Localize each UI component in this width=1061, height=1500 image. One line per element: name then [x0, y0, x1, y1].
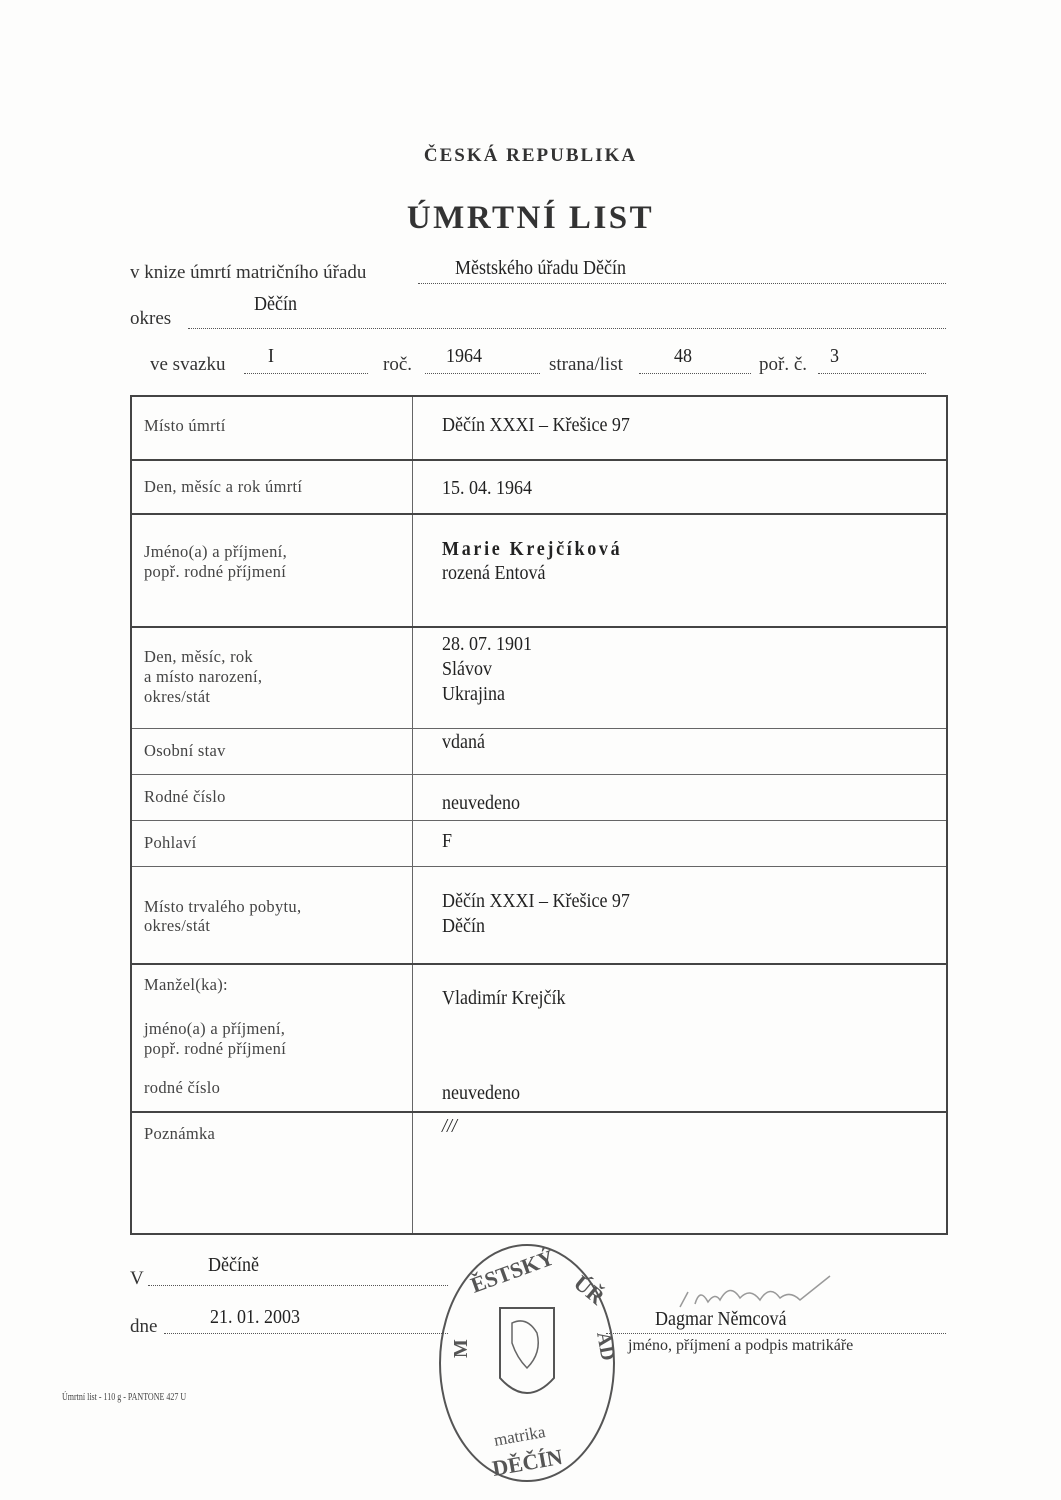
birth-country-value: Ukrajina [442, 683, 505, 705]
svg-text:matrika: matrika [492, 1422, 547, 1450]
svg-text:DĚČÍN: DĚČÍN [490, 1443, 565, 1481]
svg-text:ÚŘ: ÚŘ [569, 1269, 610, 1310]
spouse-birth-number-label: rodné číslo [144, 1078, 221, 1097]
order-label: poř. č. [759, 354, 808, 375]
column-divider [412, 397, 413, 1233]
district-dotted-line [188, 328, 946, 329]
note-value: /// [442, 1115, 458, 1137]
svg-text:ĚSTSKÝ: ĚSTSKÝ [467, 1244, 558, 1298]
name-label-1: Jméno(a) a příjmení, [144, 542, 287, 561]
spouse-label: Manžel(ka): [144, 975, 228, 994]
birth-number-value: neuvedeno [442, 792, 520, 814]
row-divider [132, 626, 946, 628]
name-label-2: popř. rodné příjmení [144, 562, 287, 581]
spouse-name-value: Vladimír Krejčík [442, 987, 566, 1009]
spouse-birth-number-value: neuvedeno [442, 1082, 520, 1104]
country-heading: ČESKÁ REPUBLIKA [423, 145, 638, 166]
date-of-death-label: Den, měsíc a rok úmrtí [144, 477, 303, 496]
place-value: Děčíně [208, 1254, 259, 1276]
row-divider [132, 963, 946, 965]
maiden-name-value: rozená Entová [442, 562, 546, 584]
official-stamp [432, 1238, 622, 1488]
date-value: 21. 01. 2003 [210, 1306, 300, 1328]
date-dotted-line [164, 1333, 448, 1334]
row-divider [132, 1111, 946, 1113]
year-label: roč. [383, 354, 413, 375]
birth-date-value: 28. 07. 1901 [442, 633, 532, 655]
volume-dotted-line [244, 373, 368, 374]
row-divider [132, 820, 946, 821]
name-value: Marie Krejčíková [442, 538, 623, 560]
marital-status-label: Osobní stav [144, 741, 226, 760]
birth-label-1: Den, měsíc, rok [144, 647, 253, 666]
signature [670, 1262, 860, 1322]
place-of-death-label: Místo úmrtí [144, 416, 226, 435]
page-dotted-line [639, 373, 751, 374]
sex-label: Pohlaví [144, 833, 197, 852]
residence-value-1: Děčín XXXI – Křešice 97 [442, 890, 630, 912]
row-divider [132, 866, 946, 867]
sex-value: F [442, 830, 453, 852]
birth-number-label: Rodné číslo [144, 787, 226, 806]
place-label: V [130, 1268, 144, 1289]
form-code: Úmrtní list - 110 g - PANTONE 427 U [62, 1392, 187, 1403]
volume-value: I [268, 345, 275, 367]
residence-value-2: Děčín [442, 915, 485, 937]
year-value: 1964 [446, 345, 482, 367]
page-label: strana/list [549, 354, 623, 375]
book-dotted-line [418, 283, 946, 284]
record-table [130, 395, 948, 1235]
registrar-dotted-line [606, 1333, 946, 1334]
registrar-caption: jméno, příjmení a podpis matrikáře [628, 1337, 854, 1354]
document-title: ÚMRTNÍ LIST [406, 200, 655, 236]
row-divider [132, 774, 946, 775]
coat-of-arms-icon [500, 1308, 554, 1393]
registrar-name: Dagmar Němcová [655, 1308, 787, 1330]
note-label: Poznámka [144, 1124, 216, 1143]
district-label: okres [130, 308, 172, 329]
svg-text:AD: AD [592, 1330, 619, 1363]
date-of-death-value: 15. 04. 1964 [442, 477, 532, 499]
spouse-name-label-1: jméno(a) a příjmení, [144, 1019, 286, 1038]
row-divider [132, 459, 946, 461]
row-divider [132, 513, 946, 515]
place-dotted-line [148, 1285, 448, 1286]
residence-label-1: Místo trvalého pobytu, [144, 897, 302, 916]
year-dotted-line [425, 373, 540, 374]
birth-label-2: a místo narození, [144, 667, 263, 686]
page-value: 48 [674, 345, 692, 367]
birth-label-3: okres/stát [144, 687, 211, 706]
volume-label: ve svazku [150, 354, 226, 375]
book-value: Městského úřadu Děčín [455, 257, 626, 279]
order-dotted-line [818, 373, 926, 374]
residence-label-2: okres/stát [144, 916, 211, 935]
marital-status-value: vdaná [442, 731, 485, 753]
birth-place-value: Slávov [442, 658, 493, 680]
book-label: v knize úmrtí matričního úřadu [130, 262, 367, 283]
spouse-name-label-2: popř. rodné příjmení [144, 1039, 287, 1058]
order-value: 3 [830, 345, 839, 367]
svg-text:M: M [450, 1339, 472, 1358]
date-label: dne [130, 1316, 158, 1337]
district-value: Děčín [254, 293, 297, 315]
row-divider [132, 728, 946, 729]
place-of-death-value: Děčín XXXI – Křešice 97 [442, 414, 630, 436]
